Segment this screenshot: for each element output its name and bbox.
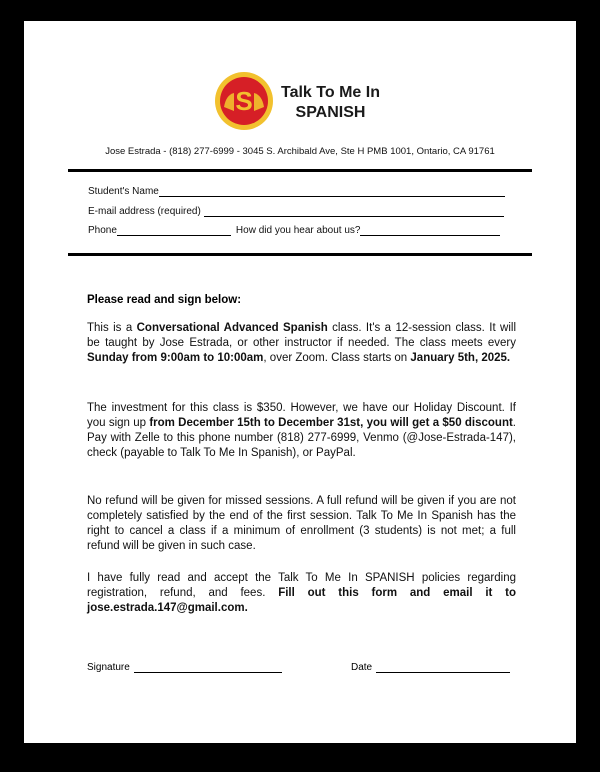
contact-address: Jose Estrada - (818) 277-6999 - 3045 S. Archibald Ave, Ste H PMB 1001, Ontario, CA 91761 xyxy=(105,146,495,157)
pricing-paragraph: The investment for this class is $350. However, we have our Holiday Discount. If you sign up from December 15th to December 31st, you will get a $50 discount. Pay with Zelle to this phone number (818) 277-6999, Venmo (@Jose-Estrada-147), check (payable to Talk To Me In Spanish), or PayPal. xyxy=(87,402,516,459)
email-field[interactable] xyxy=(204,205,504,217)
hear-about-label: How did you hear about us? xyxy=(235,225,361,236)
refund-policy: No refund will be given for missed sessions. A full refund will be given if you are not completely satisfied by the end of the first session. Talk To Me In Spanish has the right to cancel a class if a minimum of enrollment (3 students) is not met; a full refund will be given in such case. xyxy=(87,495,516,552)
date-row xyxy=(351,661,510,673)
phone-field[interactable] xyxy=(117,224,231,236)
email-label: E-mail address (required) xyxy=(88,206,201,217)
phone-label: Phone xyxy=(88,225,117,236)
instructions-heading: Please read and sign below: xyxy=(87,294,242,306)
student-name-field[interactable] xyxy=(159,185,505,197)
signature-field[interactable] xyxy=(134,661,282,673)
student-name-label: Student's Name xyxy=(88,186,159,197)
logo-letter: S xyxy=(235,86,253,116)
bottom-rule xyxy=(68,253,532,256)
form-page xyxy=(24,21,576,743)
brand-line1: Talk To Me In xyxy=(281,84,380,101)
signature-row xyxy=(87,661,282,673)
brand-name xyxy=(281,83,380,123)
class-description: This is a Conversational Advanced Spanish class. It's a 12-session class. It will be taught by Jose Estrada, or other instructor if needed. The class meets every Sunday from 9:00am to 10:00am, over Zoom. Class starts on January 5th, 2025. xyxy=(87,322,516,364)
acceptance-paragraph: I have fully read and accept the Talk To Me In SPANISH policies regarding registration, refund, and fees. Fill out this form and email it to jose.estrada.147@gmail.com. xyxy=(87,572,516,614)
date-label: Date xyxy=(351,662,373,673)
signature-label: Signature xyxy=(87,662,130,673)
date-field[interactable] xyxy=(376,661,510,673)
brand-logo xyxy=(214,71,274,131)
top-rule xyxy=(68,169,532,172)
phone-row xyxy=(88,224,500,236)
student-name-row xyxy=(88,185,505,197)
email-row xyxy=(88,205,504,217)
hear-about-field[interactable] xyxy=(360,224,500,236)
brand-line2: SPANISH xyxy=(295,104,366,121)
